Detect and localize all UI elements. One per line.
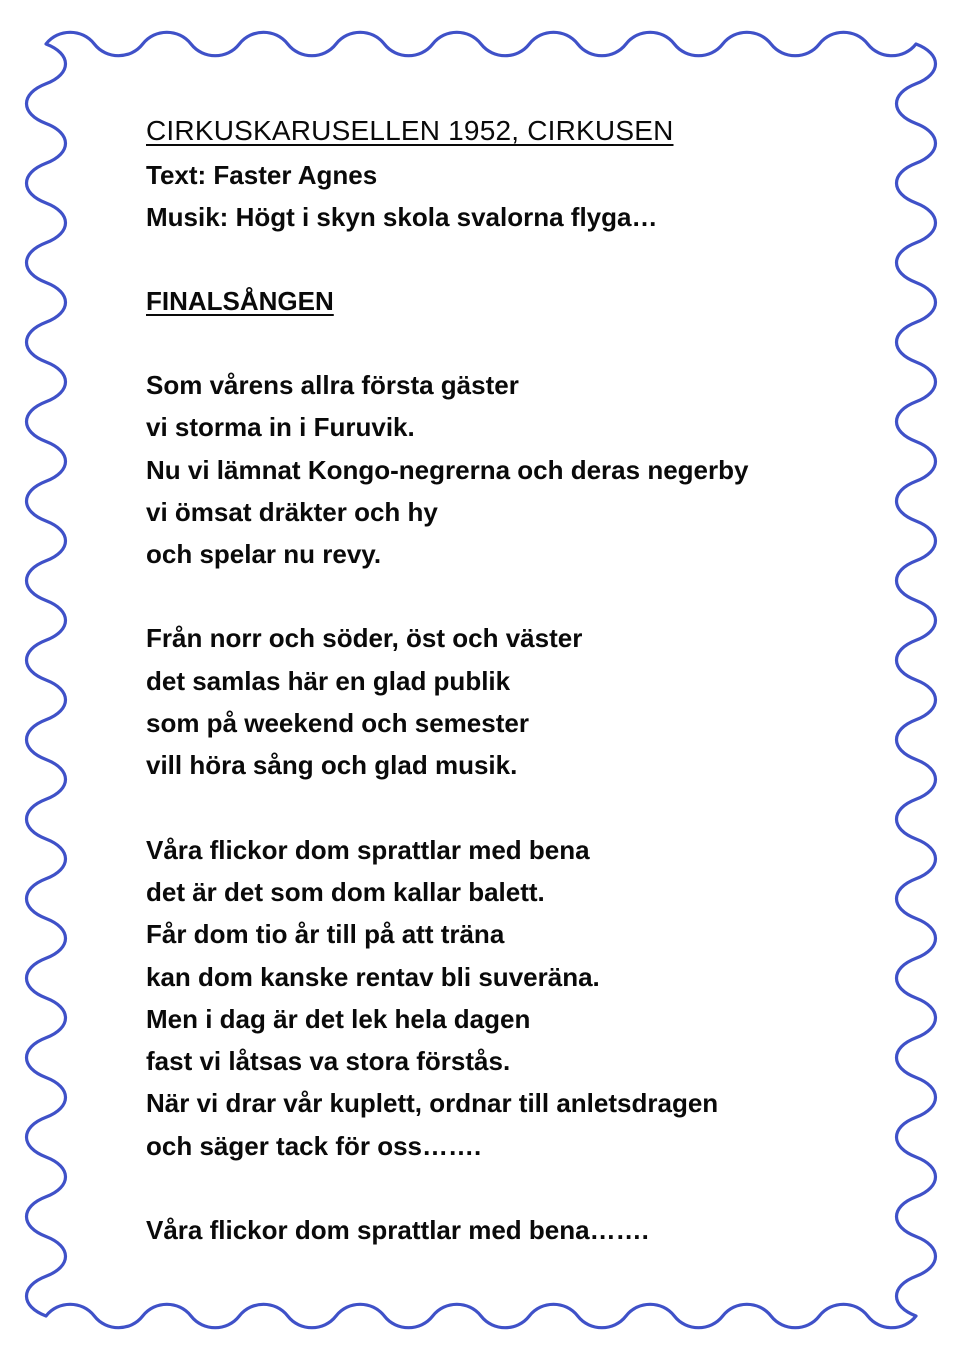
verse-line: Men i dag är det lek hela dagen	[146, 1003, 531, 1034]
verse-line: vi storma in i Furuvik.	[146, 412, 415, 443]
stanza-4	[146, 1209, 886, 1251]
stanza-3	[146, 829, 886, 1167]
verse-line: Från norr och söder, öst och väster	[146, 623, 583, 654]
verse-line: Nu vi lämnat Kongo-negrerna och deras negerby	[146, 454, 749, 485]
verse-line: det samlas här en glad publik	[146, 665, 511, 696]
verse-line: Våra flickor dom sprattlar med bena	[146, 834, 590, 865]
verse-line: vill höra sång och glad musik.	[146, 750, 518, 781]
verse-line: och spelar nu revy.	[146, 539, 382, 570]
music-credit: Musik: Högt i skyn skola svalorna flyga…	[146, 202, 658, 232]
verse-line: fast vi låtsas va stora förstås.	[146, 1046, 511, 1077]
verse-line: som på weekend och semester	[146, 708, 529, 739]
verse-line: Våra flickor dom sprattlar med bena…….	[146, 1215, 649, 1246]
document-content	[146, 108, 886, 1251]
stanza-2	[146, 617, 886, 786]
verse-line: det är det som dom kallar balett.	[146, 876, 545, 907]
verse-line: vi ömsat dräkter och hy	[146, 496, 438, 527]
verse-line: kan dom kanske rentav bli suveräna.	[146, 961, 600, 992]
stanza-1	[146, 364, 886, 575]
verse-line: Får dom tio år till på att träna	[146, 919, 505, 950]
document-title: CIRKUSKARUSELLEN 1952, CIRKUSEN	[146, 115, 674, 146]
section-heading: FINALSÅNGEN	[146, 286, 334, 316]
verse-line: Som vårens allra första gäster	[146, 370, 519, 400]
verse-line: och säger tack för oss…….	[146, 1130, 482, 1161]
verse-line: När vi drar vår kuplett, ordnar till anletsdragen	[146, 1088, 719, 1119]
text-credit: Text: Faster Agnes	[146, 160, 378, 190]
